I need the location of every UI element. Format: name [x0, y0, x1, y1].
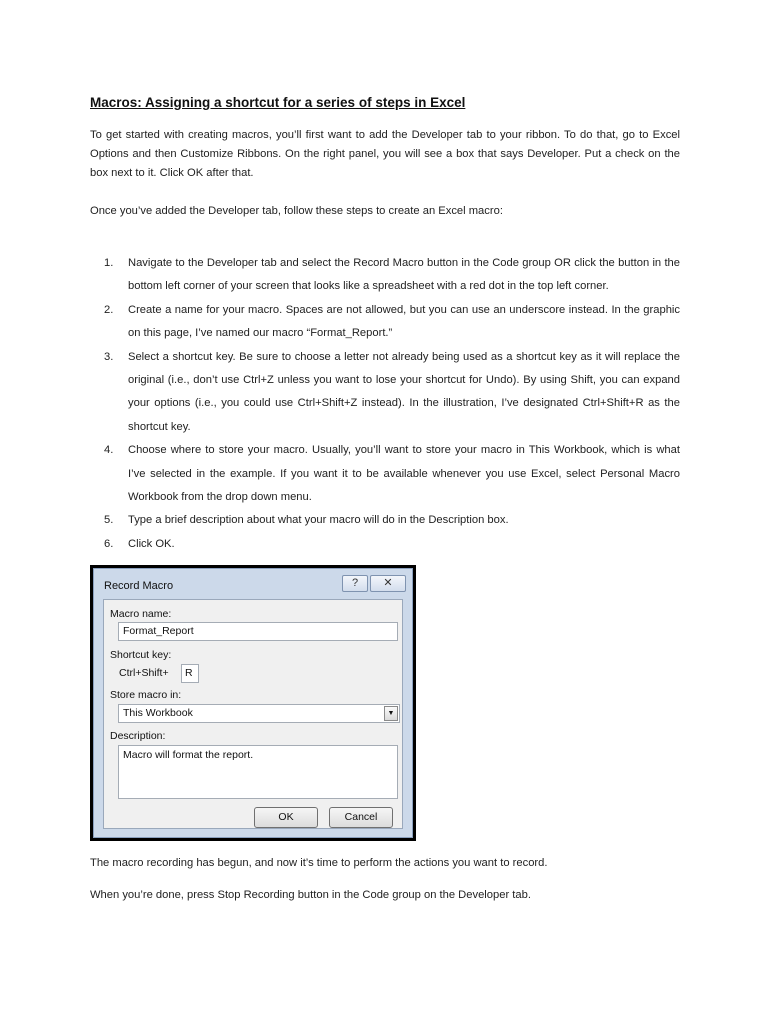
store-macro-value: This Workbook [123, 707, 193, 719]
step-text: Click OK. [128, 537, 175, 550]
macro-name-input[interactable]: Format_Report [118, 622, 398, 641]
lead-paragraph: Once you’ve added the Developer tab, follow these steps to create an Excel macro: [90, 205, 503, 217]
shortcut-key-input[interactable]: R [181, 664, 199, 683]
record-macro-screenshot [90, 565, 416, 841]
close-button[interactable]: ✕ [370, 575, 406, 592]
list-item [90, 509, 680, 532]
list-item [90, 533, 680, 556]
list-item [90, 252, 680, 299]
step-number: 5. [104, 514, 114, 527]
cancel-button[interactable]: Cancel [329, 807, 393, 828]
step-text: Navigate to the Developer tab and select the Record Macro button in the Code group OR click the button in the bottom left corner of your screen that looks like a spreadsheet with a red dot in the top left corner. [128, 257, 680, 293]
description-textarea[interactable]: Macro will format the report. [118, 745, 398, 799]
dialog-body [103, 599, 403, 829]
step-number: 4. [104, 444, 114, 457]
step-number: 2. [104, 303, 114, 316]
shortcut-key-label: Shortcut key: [110, 649, 172, 661]
dialog-title: Record Macro [104, 580, 174, 592]
chevron-down-icon[interactable]: ▼ [384, 706, 398, 721]
shortcut-prefix: Ctrl+Shift+ [119, 667, 169, 679]
list-item [90, 346, 680, 440]
after-paragraph-2: When you’re done, press Stop Recording button in the Code group on the Developer tab. [90, 889, 531, 901]
steps-list [90, 252, 680, 556]
step-text: Create a name for your macro. Spaces are not allowed, but you can use an underscore instead. In the graphic on this page, I’ve named our macro “Format_Report.” [128, 303, 680, 340]
store-macro-select[interactable] [118, 704, 400, 723]
list-item [90, 439, 680, 509]
step-number: 1. [104, 257, 114, 269]
help-button[interactable]: ? [342, 575, 368, 592]
step-text: Type a brief description about what your macro will do in the Description box. [128, 514, 509, 527]
list-item [90, 299, 680, 346]
step-number: 6. [104, 537, 114, 550]
page-title: Macros: Assigning a shortcut for a series of steps in Excel [90, 95, 466, 110]
record-macro-dialog [93, 568, 413, 838]
intro-paragraph: To get started with creating macros, you’ll first want to add the Developer tab to your ribbon. To do that, go to Excel Options and then Customize Ribbons. On the right panel, you will see a box that says Developer. Put a check on the box next to it. Click OK after that. [90, 129, 680, 179]
macro-name-label: Macro name: [110, 608, 172, 620]
step-text: Choose where to store your macro. Usually, you’ll want to store your macro in This Workbook, which is what I’ve selected in the example. If you want it to be available whenever you use Excel, select Personal Macro Workbook from the drop down menu. [128, 444, 680, 504]
ok-button[interactable]: OK [254, 807, 318, 828]
step-text: Select a shortcut key. Be sure to choose a letter not already being used as a shortcut key as it will replace the original (i.e., don’t use Ctrl+Z unless you want to lose your shortcut for Undo). By using Shift, you can expand your options (i.e., you could use Ctrl+Shift+Z instead). In the illustration, I’ve designated Ctrl+Shift+R as the shortcut key. [128, 350, 680, 433]
after-paragraph-1: The macro recording has begun, and now it’s time to perform the actions you want to record. [90, 857, 548, 869]
store-macro-label: Store macro in: [110, 689, 182, 701]
step-number: 3. [104, 350, 114, 363]
description-label: Description: [110, 730, 166, 742]
